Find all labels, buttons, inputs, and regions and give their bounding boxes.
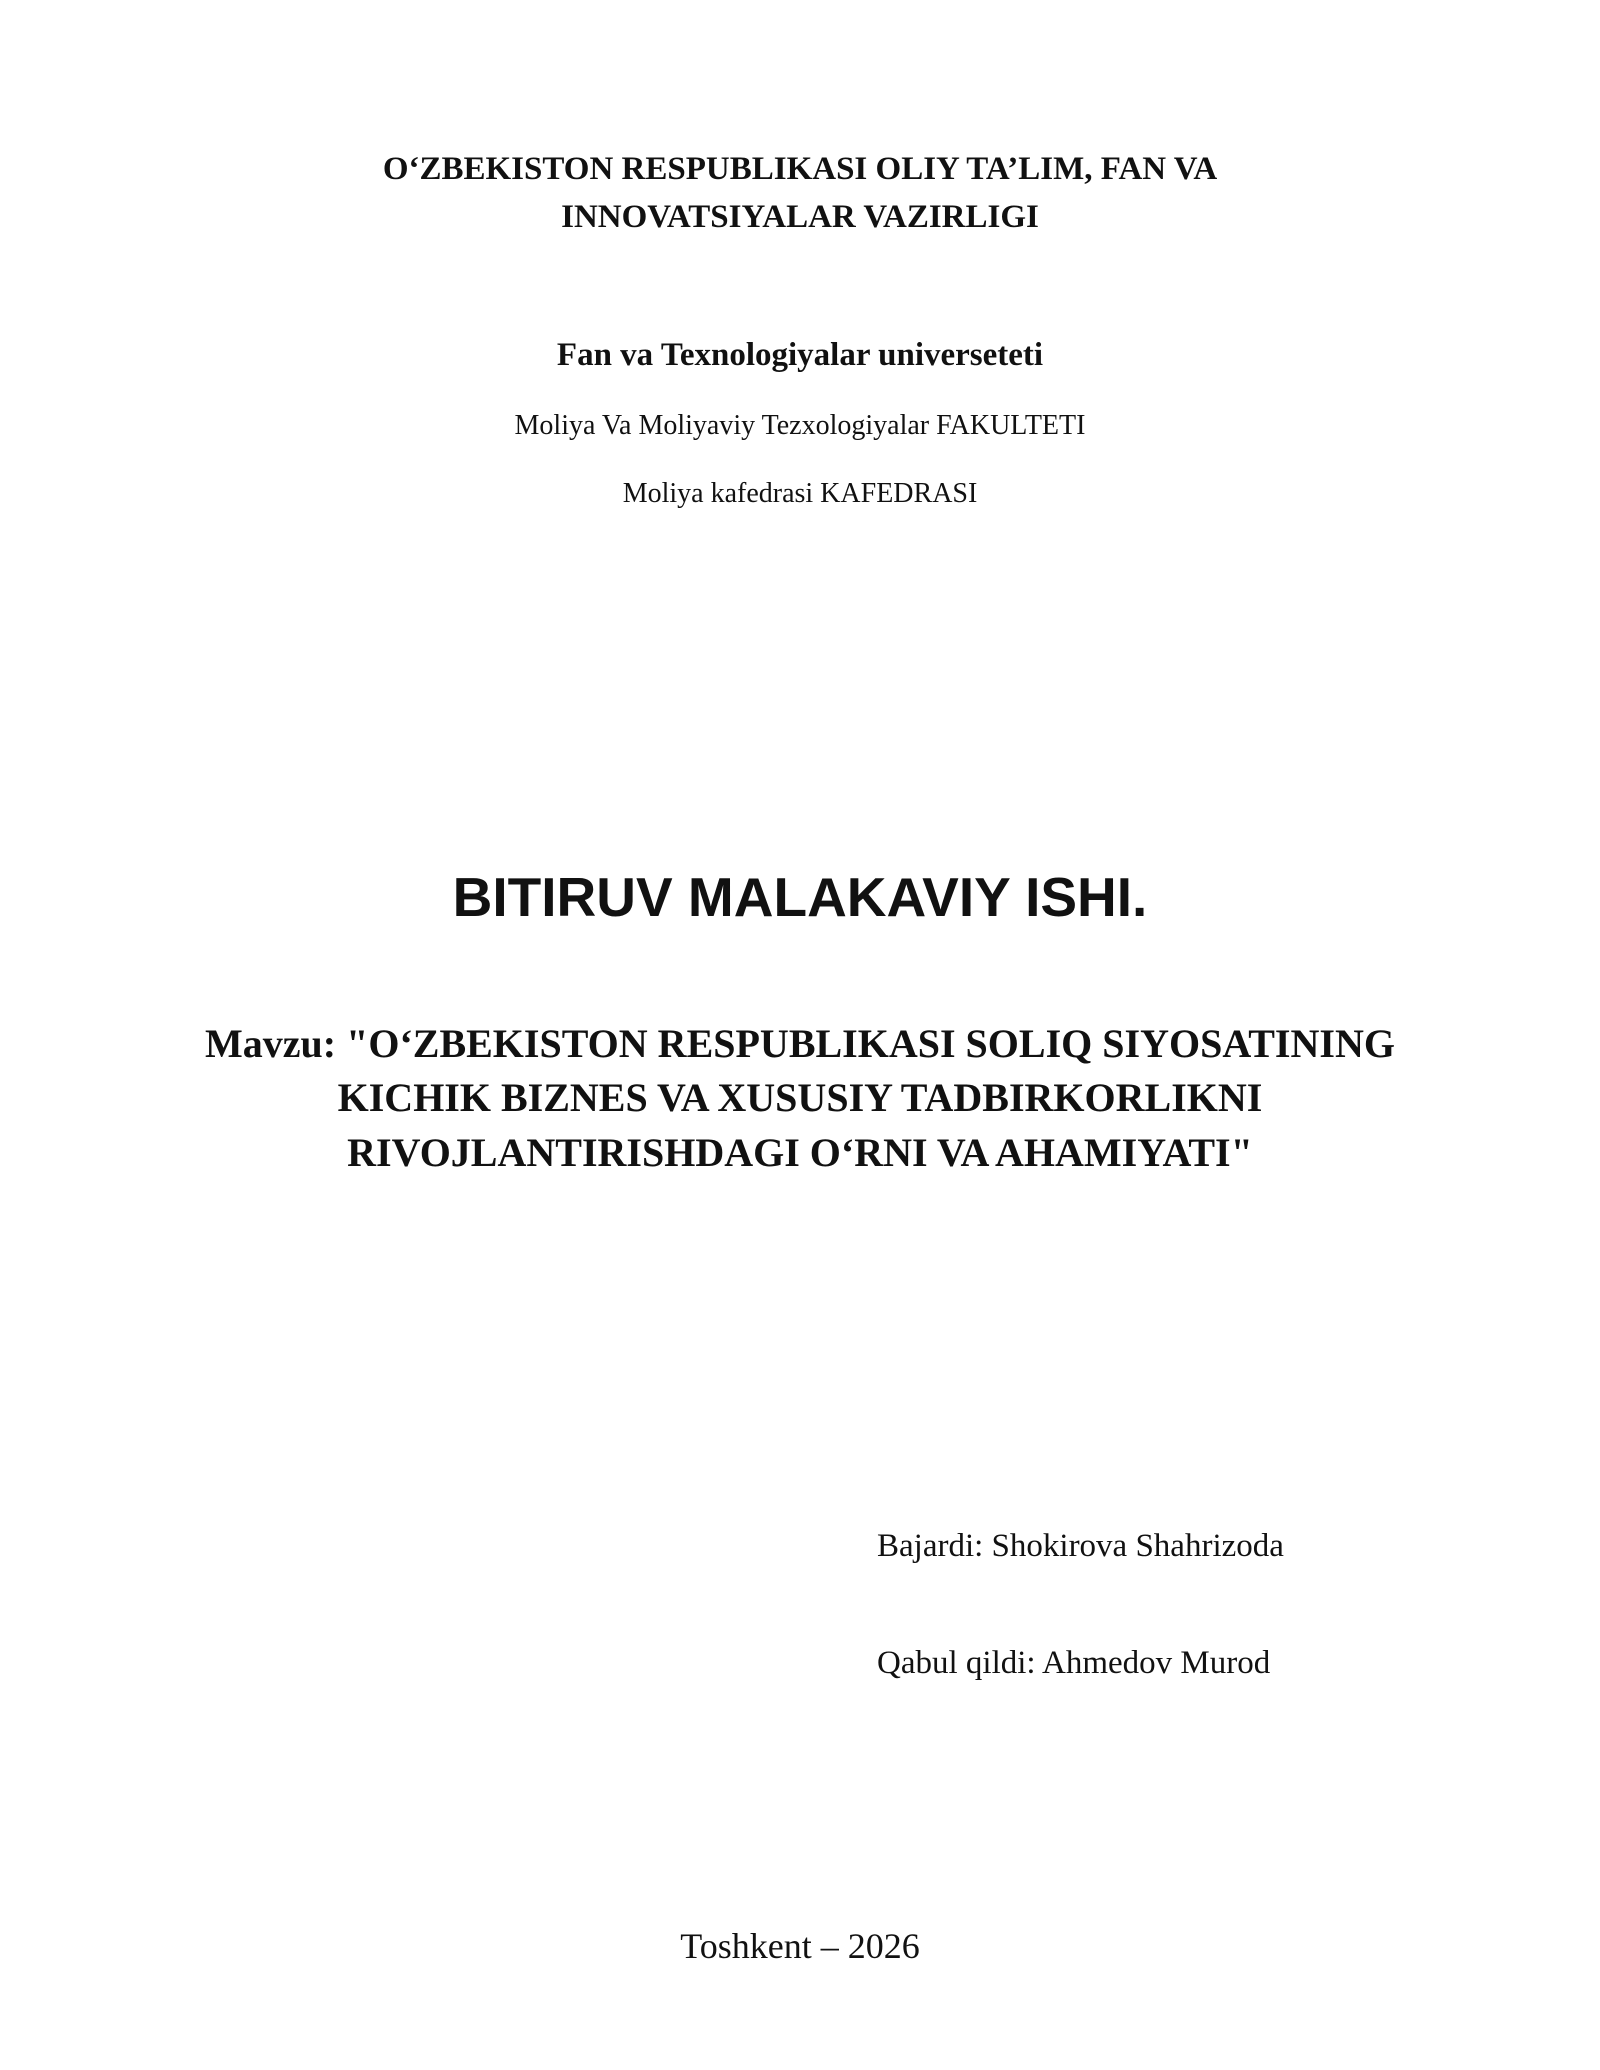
topic-line-3: RIVOJLANTIRISHDAGI O‘RNI VA AHAMIYATI" <box>347 1130 1253 1175</box>
topic-line-2: KICHIK BIZNES VA XUSUSIY TADBIRKORLIKNI <box>337 1075 1263 1120</box>
ministry-name-line-1: O‘ZBEKISTON RESPUBLIKASI OLIY TA’LIM, FAN VA <box>382 151 1218 187</box>
accepted-by: Qabul qildi: Ahmedov Murod <box>877 1645 1271 1681</box>
ministry-name-line-2: INNOVATSIYALAR VAZIRLIGI <box>561 199 1039 235</box>
performed-by: Bajardi: Shokirova Shahrizoda <box>877 1528 1284 1564</box>
topic-line-1: Mavzu: "O‘ZBEKISTON RESPUBLIKASI SOLIQ SIYOSATINING <box>205 1021 1395 1066</box>
department-name: Moliya kafedrasi KAFEDRASI <box>622 478 978 509</box>
city-year: Toshkent – 2026 <box>680 1926 920 1966</box>
work-title: BITIRUV MALAKAVIY ISHI. <box>452 866 1148 928</box>
faculty-name: Moliya Va Moliyaviy Tezxologiyalar FAKULTETI <box>514 410 1086 441</box>
university-name: Fan va Texnologiyalar universeteti <box>556 337 1044 373</box>
